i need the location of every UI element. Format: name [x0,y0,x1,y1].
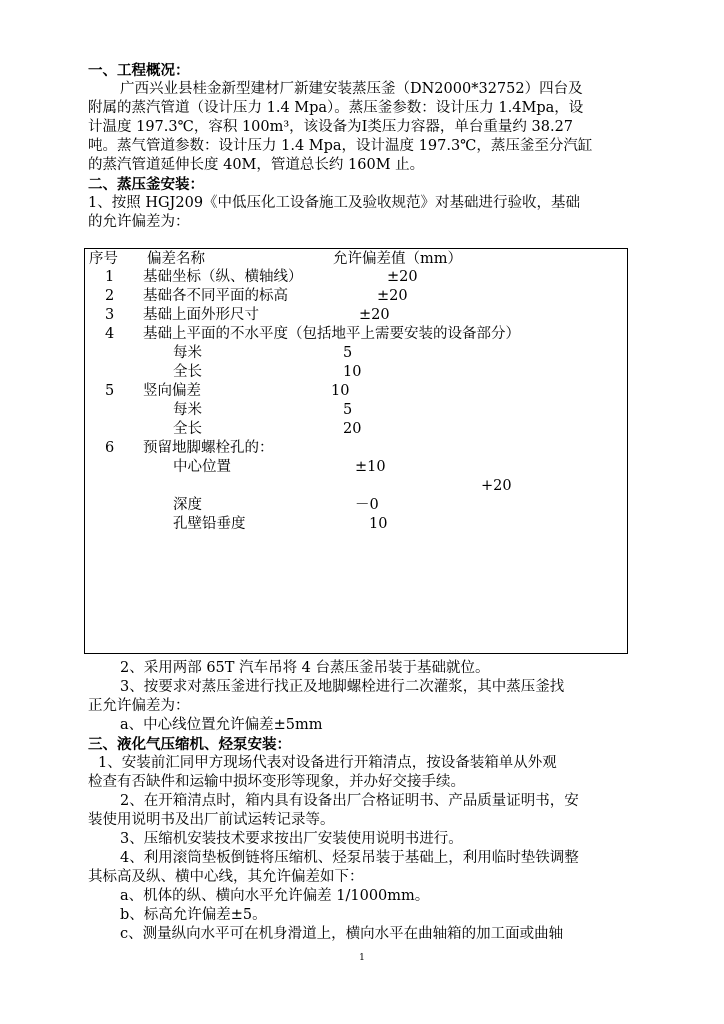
section2-intro-line: 1、按照 HGJ209《中低压化工设备施工及验收规范》对基础进行验收，基础 [88,195,581,211]
table-cell-no: 1 [105,269,115,285]
table-cell-name: 预留地脚螺栓孔的： [143,440,274,456]
section3-line: 2、在开箱清点时，箱内具有设备出厂合格证明书、产品质量证明书，安 [120,793,579,809]
table-header-value: 允许偏差值（mm） [333,251,462,267]
table-cell-value: 10 [369,516,388,532]
table-cell-name: 每米 [173,345,202,361]
table-cell-no: 3 [105,307,115,323]
table-cell-name: 孔壁铅垂度 [173,516,246,532]
table-cell-name: 基础各不同平面的标高 [143,288,288,304]
section3-line: c、测量纵向水平可在机身滑道上，横向水平在曲轴箱的加工面或曲轴 [120,926,564,942]
table-cell-name: 全长 [173,364,202,380]
table-cell-value: ±10 [355,459,386,475]
table-cell-value: ±20 [359,307,390,323]
table-cell-value: 20 [343,421,362,437]
section1-line: 附属的蒸汽管道（设计压力 1.4 Mpa）。蒸压釜参数：设计压力 1.4Mpa，设 [88,100,584,116]
table-cell-name: 基础坐标（纵、横轴线） [143,269,303,285]
section3-line: 其标高及纵、横中心线，其允许偏差如下： [88,869,364,885]
table-header-no: 序号 [89,251,118,267]
table-cell-no: 6 [105,440,115,456]
section3-line: 检查有否缺件和运输中损坏变形等现象，并办好交接手续。 [88,774,465,790]
table-cell-value: ±20 [377,288,408,304]
table-cell-no: 5 [105,383,115,399]
table-cell-name: 每米 [173,402,202,418]
section1-line: 的蒸汽管道延伸长度 40M，管道总长约 160M 止。 [88,157,425,173]
table-cell-name: 基础上平面的不水平度（包括地平上需要安装的设备部分） [143,326,520,342]
table-cell-value: +20 [481,478,512,494]
section2-heading: 二、蒸压釜安装： [88,176,204,193]
tolerance-table [84,248,628,654]
table-cell-name: 基础上面外形尺寸 [143,307,259,323]
section3-line: 3、压缩机安装技术要求按出厂安装使用说明书进行。 [120,831,463,847]
section3-heading: 三、液化气压缩机、烃泵安装： [88,736,291,753]
section1-line: 广西兴业县桂金新型建材厂新建安装蒸压釜（DN2000*32752）四台及 [120,81,583,97]
table-cell-name: 深度 [173,497,202,513]
section3-line: 1、安装前汇同甲方现场代表对设备进行开箱清点，按设备装箱单从外观 [98,755,557,771]
table-cell-value: 5 [343,345,353,361]
body-line: 3、按要求对蒸压釜进行找正及地脚螺栓进行二次灌浆，其中蒸压釜找 [120,679,565,695]
table-header-name: 偏差名称 [147,251,205,267]
page-number: 1 [359,953,365,963]
table-cell-value: －0 [355,497,379,513]
section3-line: 4、利用滚筒垫板倒链将压缩机、烃泵吊装于基础上，利用临时垫铁调整 [120,850,579,866]
body-line: 正允许偏差为： [88,698,190,714]
table-cell-name: 竖向偏差 [143,383,201,399]
section1-heading: 一、工程概况： [88,62,190,79]
table-cell-value: 10 [331,383,350,399]
table-cell-name: 全长 [173,421,202,437]
table-cell-no: 4 [105,326,115,342]
section3-line: 装使用说明书及出厂前试运转记录等。 [88,812,335,828]
table-cell-value: ±20 [387,269,418,285]
section1-line: 吨。蒸气管道参数：设计压力 1.4 Mpa，设计温度 197.3℃，蒸压釜至分汽缸 [88,138,593,154]
table-cell-value: 10 [343,364,362,380]
body-line: a、中心线位置允许偏差±5mm [120,717,323,733]
table-cell-no: 2 [105,288,115,304]
body-line: 2、采用两部 65T 汽车吊将 4 台蒸压釜吊装于基础就位。 [120,660,490,676]
table-cell-name: 中心位置 [173,459,231,475]
table-cell-value: 5 [343,402,353,418]
section3-line: a、机体的纵、横向水平允许偏差 1/1000mm。 [120,888,430,904]
section1-line: 计温度 197.3℃，容积 100m³，该设备为Ⅰ类压力容器，单台重量约 38.27 [88,119,574,135]
section3-line: b、标高允许偏差±5。 [120,907,267,923]
section2-intro-line: 的允许偏差为： [88,214,190,230]
